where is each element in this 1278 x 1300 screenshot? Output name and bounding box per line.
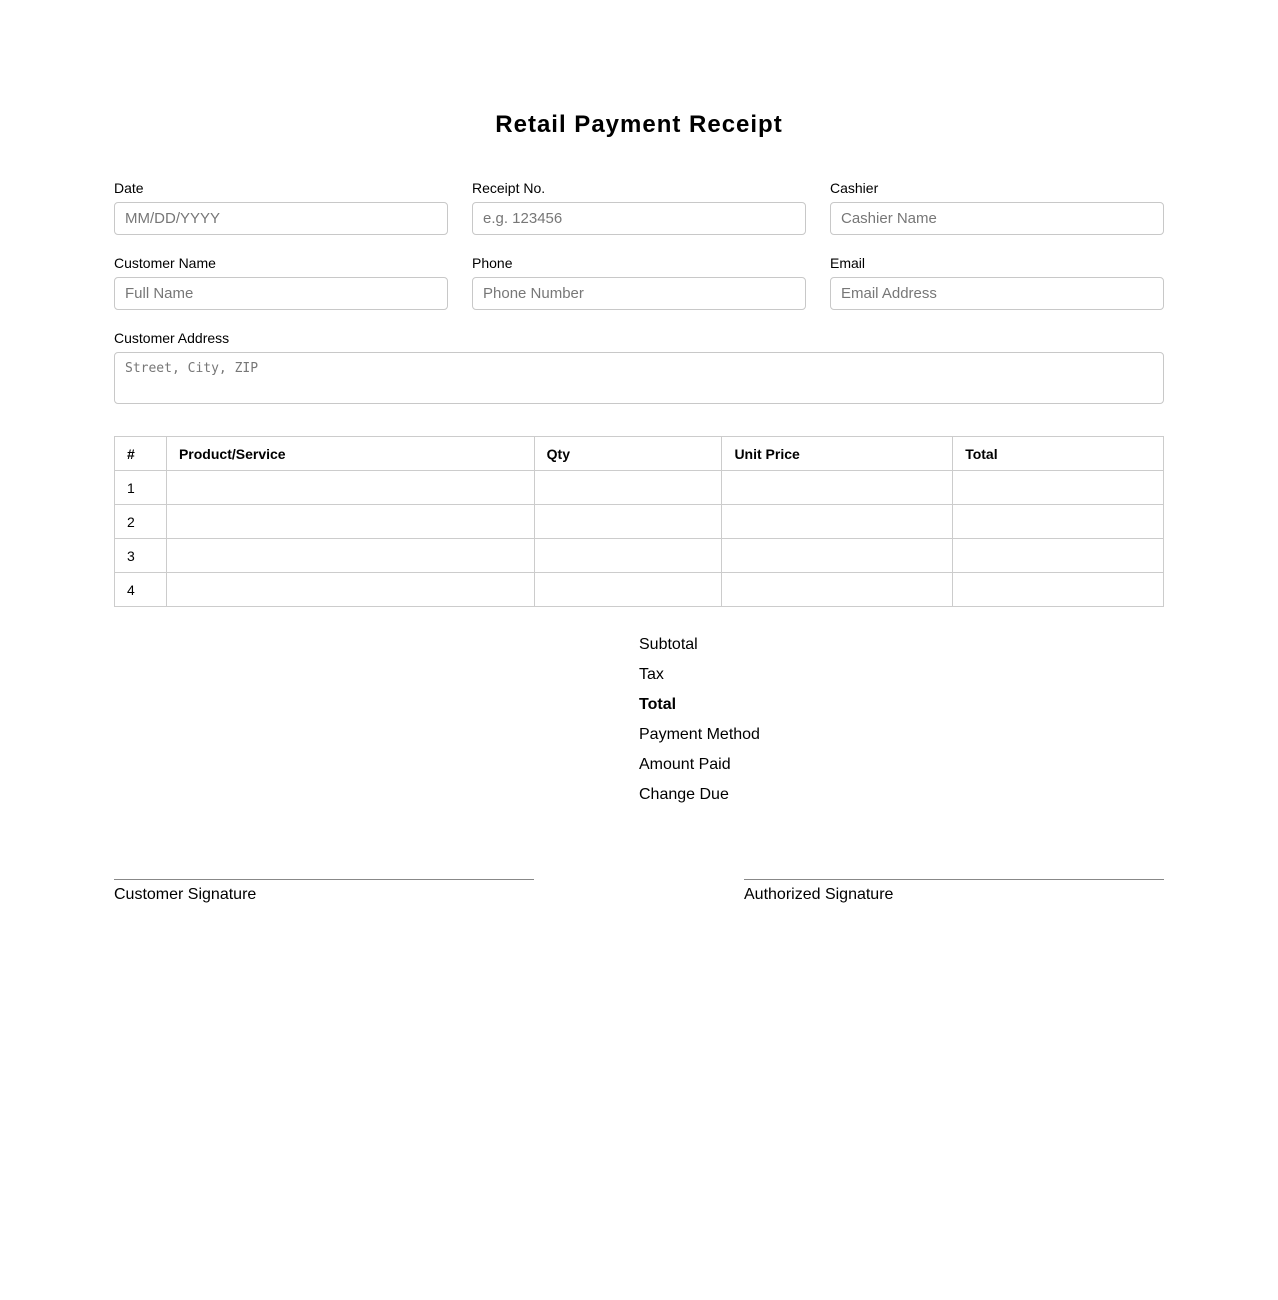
table-row [115,539,1164,573]
cashier-label: Cashier [830,180,879,196]
customer-name-input[interactable] [114,277,448,310]
cashier-input[interactable] [830,202,1164,235]
tax-label: Tax [639,666,664,683]
qty-cell[interactable] [534,539,722,573]
email-field-group [830,255,1164,310]
header-unit-price: Unit Price [722,437,953,471]
phone-field-group [472,255,806,310]
items-table [114,436,1164,607]
field-row-3 [114,330,1164,409]
header-qty: Qty [534,437,722,471]
product-cell[interactable] [166,505,534,539]
field-row-1 [114,180,1164,235]
cashier-field-group [830,180,1164,235]
field-row-2 [114,255,1164,310]
qty-cell[interactable] [534,471,722,505]
qty-cell[interactable] [534,573,722,607]
authorized-signature-label: Authorized Signature [744,886,894,903]
receipt-no-field-group [472,180,806,235]
phone-label: Phone [472,255,513,271]
authorized-signature-block [744,879,1164,904]
customer-signature-line[interactable] [114,879,534,880]
table-row [115,573,1164,607]
address-field-group [114,330,1164,409]
product-cell[interactable] [166,471,534,505]
unit-price-cell[interactable] [722,505,953,539]
row-number: 3 [115,539,167,573]
total-label: Total [639,696,677,713]
row-number: 1 [115,471,167,505]
customer-name-label: Customer Name [114,255,216,271]
product-cell[interactable] [166,573,534,607]
customer-signature-label: Customer Signature [114,886,257,903]
total-cell[interactable] [953,505,1164,539]
change-due-label: Change Due [639,786,729,803]
subtotal-label: Subtotal [639,636,698,653]
unit-price-cell[interactable] [722,471,953,505]
payment-method-label: Payment Method [639,726,760,743]
row-number: 2 [115,505,167,539]
qty-cell[interactable] [534,505,722,539]
receipt-no-label: Receipt No. [472,180,546,196]
header-product: Product/Service [166,437,534,471]
table-row [115,471,1164,505]
payment-summary [639,632,760,812]
customer-signature-block [114,879,534,904]
address-textarea[interactable] [114,352,1164,404]
header-num: # [115,437,167,471]
date-label: Date [114,180,144,196]
table-header-row [115,437,1164,471]
table-row [115,505,1164,539]
email-label: Email [830,255,866,271]
amount-paid-label: Amount Paid [639,756,731,773]
unit-price-cell[interactable] [722,539,953,573]
email-input[interactable] [830,277,1164,310]
authorized-signature-line[interactable] [744,879,1164,880]
total-cell[interactable] [953,573,1164,607]
product-cell[interactable] [166,539,534,573]
customer-name-field-group [114,255,448,310]
total-cell[interactable] [953,471,1164,505]
row-number: 4 [115,573,167,607]
address-label: Customer Address [114,330,230,346]
page-title: Retail Payment Receipt [495,111,783,138]
header-total: Total [953,437,1164,471]
date-input[interactable] [114,202,448,235]
receipt-no-input[interactable] [472,202,806,235]
date-field-group [114,180,448,235]
unit-price-cell[interactable] [722,573,953,607]
phone-input[interactable] [472,277,806,310]
total-cell[interactable] [953,539,1164,573]
